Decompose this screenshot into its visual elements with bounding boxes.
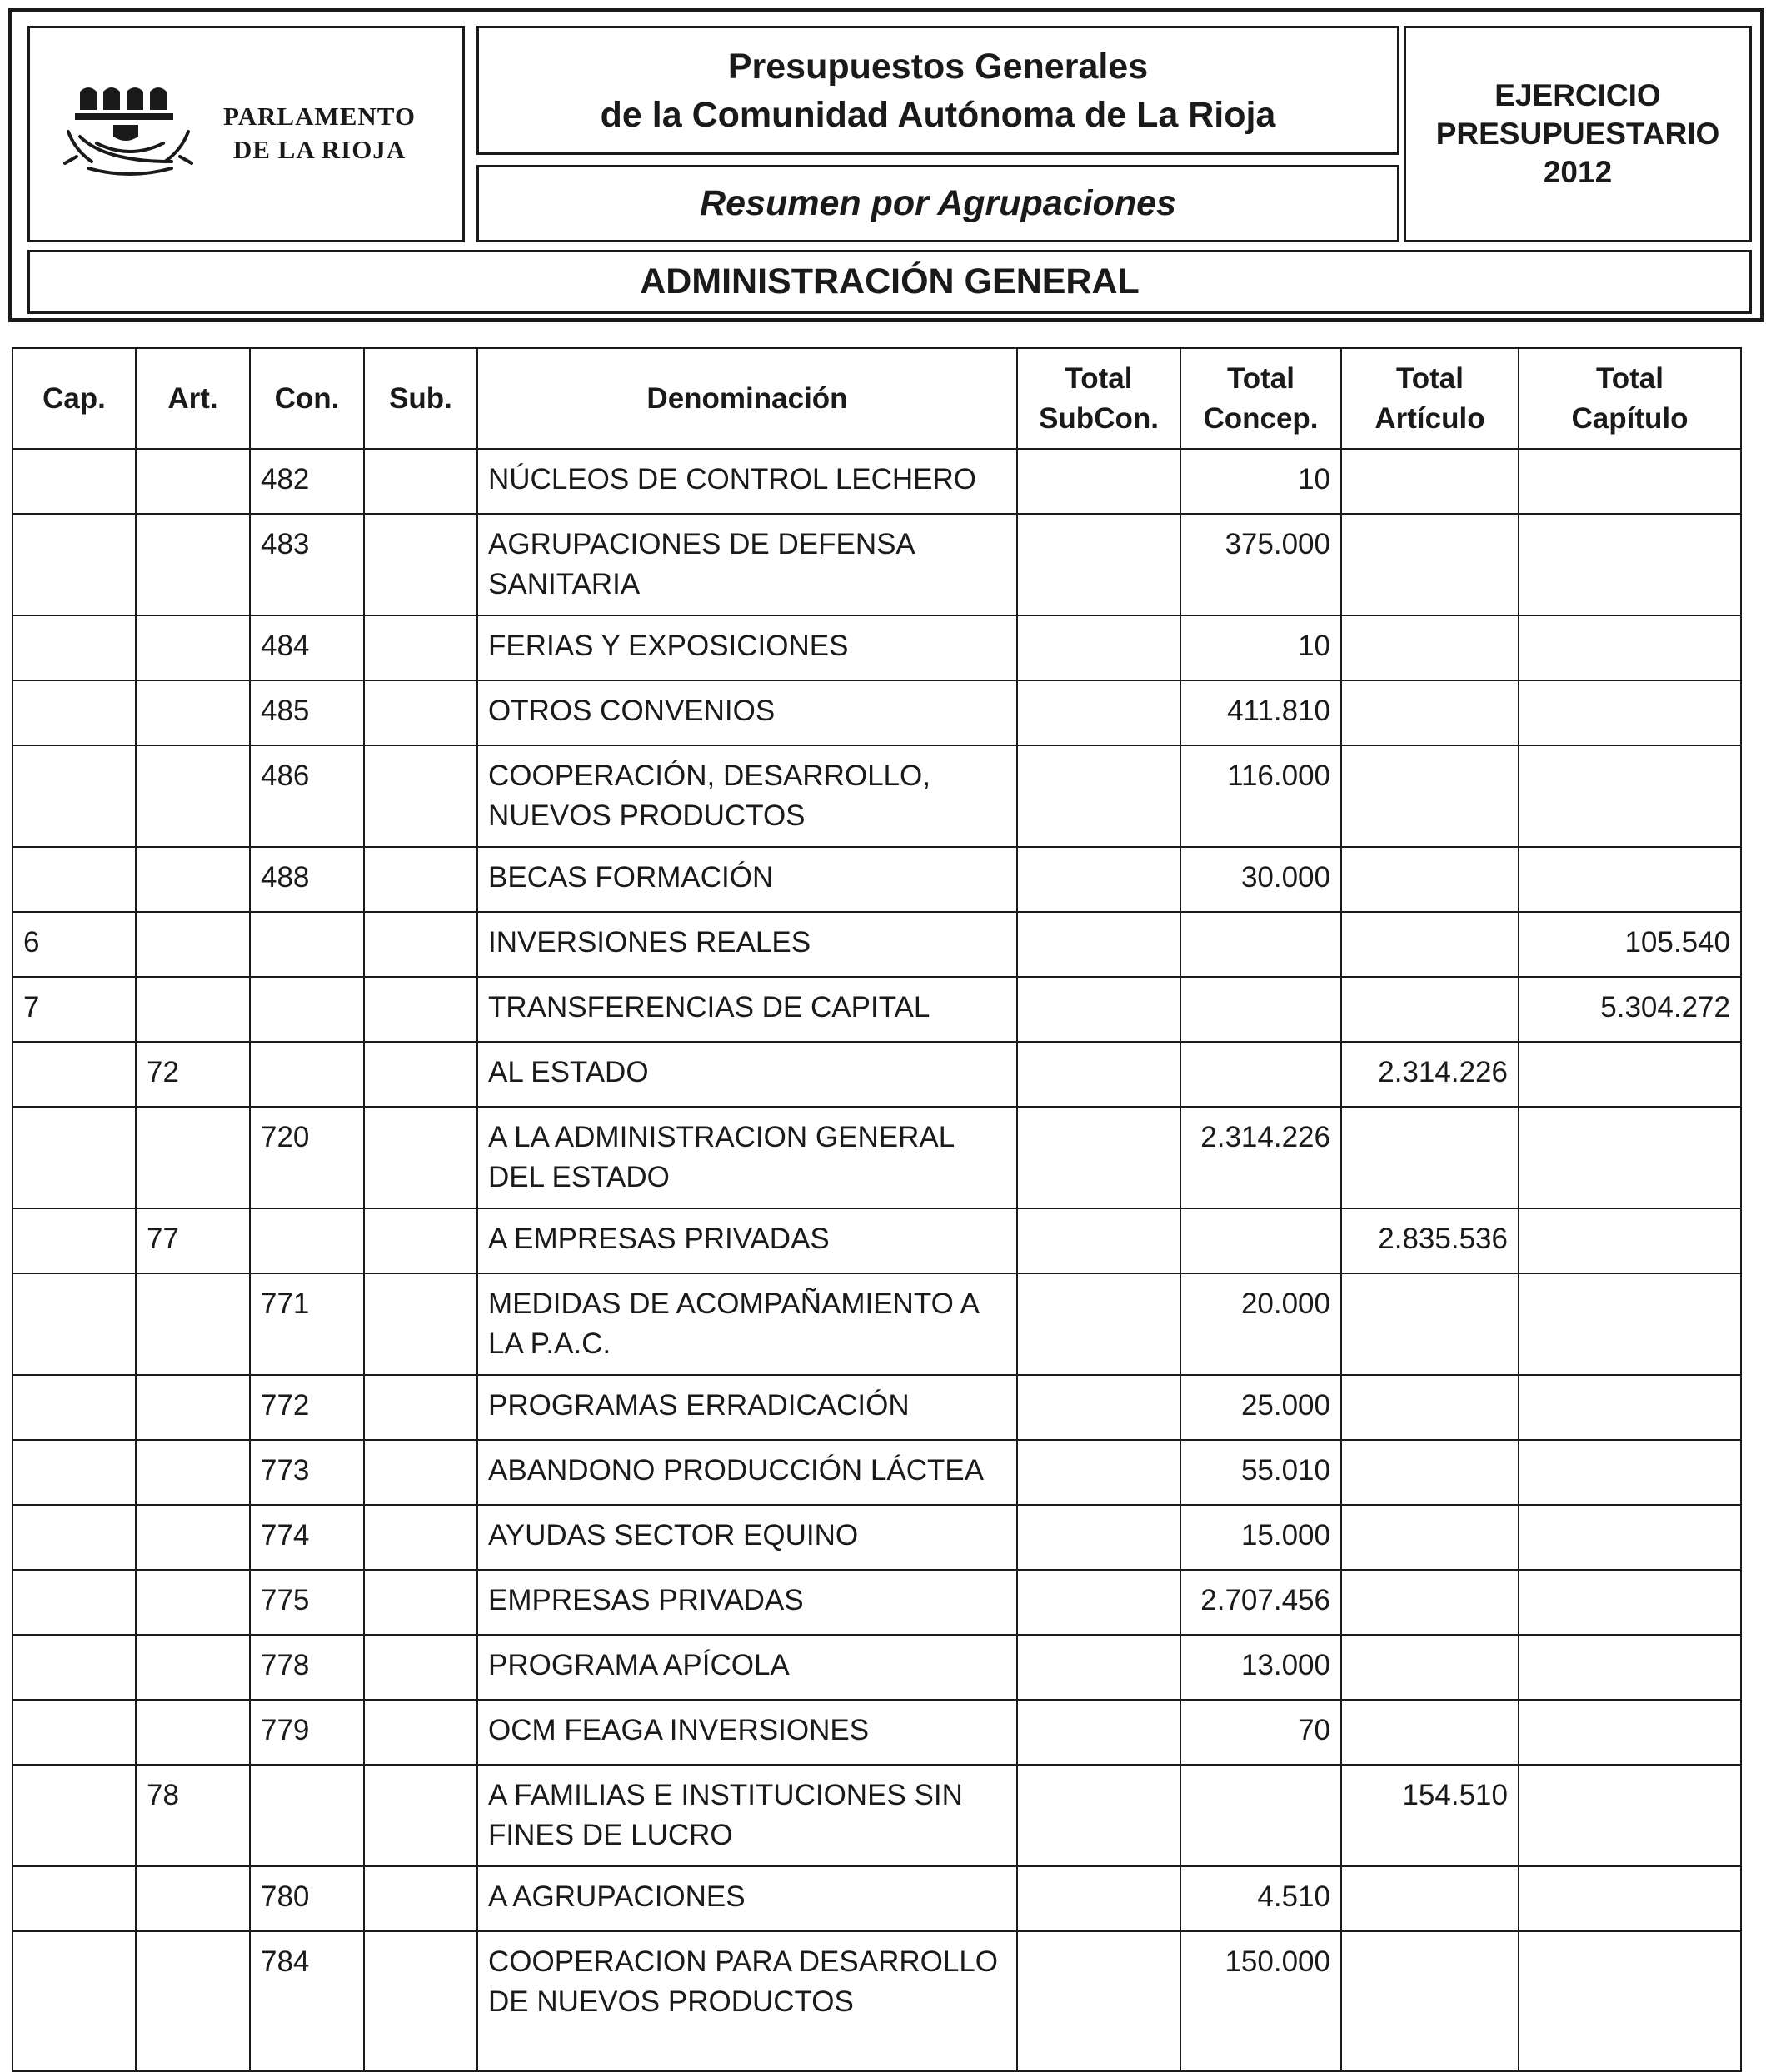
cell-articulo: [1341, 615, 1519, 680]
cell-concep: [1180, 1765, 1341, 1866]
cell-subcon: [1017, 615, 1180, 680]
cell-den: AYUDAS SECTOR EQUINO: [477, 1505, 1017, 1570]
cell-articulo: [1341, 1440, 1519, 1505]
cell-den: TRANSFERENCIAS DE CAPITAL: [477, 977, 1017, 1042]
cell-concep: [1180, 1042, 1341, 1107]
col-art: Art.: [136, 348, 250, 449]
col-con: Con.: [250, 348, 364, 449]
cell-subcon: [1017, 1273, 1180, 1375]
table-row: [12, 449, 1741, 514]
cell-art: [136, 745, 250, 847]
cell-subcon: [1017, 912, 1180, 977]
cell-den: AL ESTADO: [477, 1042, 1017, 1107]
cell-sub: [364, 1765, 477, 1866]
cell-den: FERIAS Y EXPOSICIONES: [477, 615, 1017, 680]
cell-cap: [12, 1440, 136, 1505]
cell-subcon: [1017, 1931, 1180, 2071]
cell-sub: [364, 449, 477, 514]
cell-den: A EMPRESAS PRIVADAS: [477, 1208, 1017, 1273]
cell-articulo: 2.835.536: [1341, 1208, 1519, 1273]
table-row: [12, 1375, 1741, 1440]
cell-subcon: [1017, 1635, 1180, 1700]
cell-sub: [364, 1570, 477, 1635]
cell-concep: 2.707.456: [1180, 1570, 1341, 1635]
col-total-articulo: [1341, 348, 1519, 449]
cell-art: [136, 1700, 250, 1765]
cell-art: [136, 1273, 250, 1375]
cell-subcon: [1017, 1042, 1180, 1107]
cell-subcon: [1017, 680, 1180, 745]
cell-subcon: [1017, 1440, 1180, 1505]
cell-den: A LA ADMINISTRACION GENERAL DEL ESTADO: [477, 1107, 1017, 1208]
cell-articulo: [1341, 449, 1519, 514]
table-row: [12, 1765, 1741, 1866]
cell-cap: [12, 1042, 136, 1107]
cell-articulo: [1341, 514, 1519, 615]
col-total-concep: [1180, 348, 1341, 449]
table-row: [12, 1570, 1741, 1635]
cell-capitulo: [1519, 1570, 1741, 1635]
cell-articulo: [1341, 912, 1519, 977]
cell-cap: [12, 1505, 136, 1570]
cell-sub: [364, 1635, 477, 1700]
cell-sub: [364, 1042, 477, 1107]
cell-art: [136, 847, 250, 912]
cell-con: 482: [250, 449, 364, 514]
cell-con: [250, 977, 364, 1042]
col-total-capitulo-l1: Total: [1595, 361, 1664, 395]
cell-art: [136, 1440, 250, 1505]
cell-articulo: [1341, 1866, 1519, 1931]
cell-art: [136, 449, 250, 514]
cell-subcon: [1017, 1208, 1180, 1273]
logo-text: [223, 100, 416, 167]
col-total-subcon: [1017, 348, 1180, 449]
budget-table: [12, 347, 1742, 2072]
cell-cap: [12, 1375, 136, 1440]
cell-concep: 10: [1180, 449, 1341, 514]
cell-capitulo: [1519, 1208, 1741, 1273]
cell-con: [250, 1208, 364, 1273]
cell-capitulo: [1519, 1375, 1741, 1440]
cell-con: [250, 1042, 364, 1107]
table-row: [12, 514, 1741, 615]
cell-subcon: [1017, 1765, 1180, 1866]
ejercicio-line2: PRESUPUESTARIO: [1435, 117, 1720, 151]
cell-cap: [12, 1700, 136, 1765]
cell-con: 486: [250, 745, 364, 847]
cell-den: OCM FEAGA INVERSIONES: [477, 1700, 1017, 1765]
table-body: [12, 449, 1741, 2071]
cell-con: 780: [250, 1866, 364, 1931]
parliament-logo-icon: [63, 83, 205, 183]
cell-cap: [12, 615, 136, 680]
cell-con: 775: [250, 1570, 364, 1635]
cell-sub: [364, 514, 477, 615]
col-sub: Sub.: [364, 348, 477, 449]
cell-articulo: [1341, 977, 1519, 1042]
cell-con: [250, 912, 364, 977]
cell-cap: 7: [12, 977, 136, 1042]
cell-den: ABANDONO PRODUCCIÓN LÁCTEA: [477, 1440, 1017, 1505]
col-total-capitulo: [1519, 348, 1741, 449]
cell-subcon: [1017, 1866, 1180, 1931]
cell-articulo: [1341, 1931, 1519, 2071]
cell-capitulo: [1519, 1765, 1741, 1866]
cell-art: [136, 1931, 250, 2071]
cell-subcon: [1017, 1700, 1180, 1765]
cell-concep: 4.510: [1180, 1866, 1341, 1931]
cell-concep: 150.000: [1180, 1931, 1341, 2071]
cell-con: 774: [250, 1505, 364, 1570]
cell-sub: [364, 1700, 477, 1765]
cell-capitulo: [1519, 1700, 1741, 1765]
cell-con: 778: [250, 1635, 364, 1700]
cell-cap: [12, 1107, 136, 1208]
cell-art: [136, 977, 250, 1042]
cell-articulo: [1341, 1570, 1519, 1635]
cell-sub: [364, 977, 477, 1042]
cell-articulo: [1341, 1505, 1519, 1570]
cell-sub: [364, 912, 477, 977]
cell-art: [136, 912, 250, 977]
cell-sub: [364, 680, 477, 745]
cell-articulo: [1341, 1273, 1519, 1375]
logo-box: [27, 26, 465, 242]
cell-art: 77: [136, 1208, 250, 1273]
cell-art: [136, 514, 250, 615]
cell-concep: [1180, 1208, 1341, 1273]
cell-art: [136, 1570, 250, 1635]
cell-cap: [12, 1208, 136, 1273]
cell-den: INVERSIONES REALES: [477, 912, 1017, 977]
table-row: [12, 1107, 1741, 1208]
col-total-concep-l2: Concep.: [1203, 401, 1319, 435]
cell-art: [136, 1866, 250, 1931]
cell-capitulo: [1519, 1107, 1741, 1208]
cell-sub: [364, 615, 477, 680]
cell-den: A FAMILIAS E INSTITUCIONES SIN FINES DE LUCRO: [477, 1765, 1017, 1866]
cell-capitulo: [1519, 1042, 1741, 1107]
cell-con: 773: [250, 1440, 364, 1505]
table-row: [12, 1866, 1741, 1931]
cell-articulo: [1341, 1107, 1519, 1208]
cell-den: PROGRAMA APÍCOLA: [477, 1635, 1017, 1700]
col-total-concep-l1: Total: [1226, 361, 1295, 395]
cell-con: 484: [250, 615, 364, 680]
cell-subcon: [1017, 745, 1180, 847]
cell-capitulo: [1519, 615, 1741, 680]
cell-cap: 6: [12, 912, 136, 977]
cell-cap: [12, 745, 136, 847]
cell-articulo: [1341, 745, 1519, 847]
cell-sub: [364, 1866, 477, 1931]
cell-art: [136, 1635, 250, 1700]
cell-concep: [1180, 912, 1341, 977]
cell-capitulo: [1519, 680, 1741, 745]
col-total-subcon-l2: SubCon.: [1039, 401, 1159, 435]
section-title: ADMINISTRACIÓN GENERAL: [27, 250, 1752, 314]
cell-articulo: [1341, 1700, 1519, 1765]
cell-con: 720: [250, 1107, 364, 1208]
cell-capitulo: [1519, 1931, 1741, 2071]
cell-subcon: [1017, 1375, 1180, 1440]
cell-den: PROGRAMAS ERRADICACIÓN: [477, 1375, 1017, 1440]
table-row: [12, 1440, 1741, 1505]
cell-art: 78: [136, 1765, 250, 1866]
cell-concep: 411.810: [1180, 680, 1341, 745]
cell-subcon: [1017, 977, 1180, 1042]
cell-capitulo: [1519, 745, 1741, 847]
cell-con: 772: [250, 1375, 364, 1440]
cell-art: [136, 1375, 250, 1440]
cell-con: 485: [250, 680, 364, 745]
cell-art: [136, 1505, 250, 1570]
table-row: [12, 745, 1741, 847]
title-box: [476, 26, 1399, 155]
cell-con: [250, 1765, 364, 1866]
table-row: [12, 1931, 1741, 2071]
cell-cap: [12, 1273, 136, 1375]
cell-cap: [12, 1570, 136, 1635]
document-header: [8, 8, 1764, 322]
cell-capitulo: [1519, 1505, 1741, 1570]
cell-capitulo: [1519, 1635, 1741, 1700]
cell-concep: 70: [1180, 1700, 1341, 1765]
cell-den: EMPRESAS PRIVADAS: [477, 1570, 1017, 1635]
cell-capitulo: [1519, 449, 1741, 514]
cell-concep: 25.000: [1180, 1375, 1341, 1440]
table-row: [12, 1042, 1741, 1107]
cell-sub: [364, 745, 477, 847]
cell-subcon: [1017, 847, 1180, 912]
table-row: [12, 1273, 1741, 1375]
cell-cap: [12, 680, 136, 745]
table-row: [12, 1505, 1741, 1570]
cell-concep: 10: [1180, 615, 1341, 680]
cell-cap: [12, 1765, 136, 1866]
cell-capitulo: [1519, 1440, 1741, 1505]
cell-cap: [12, 847, 136, 912]
cell-subcon: [1017, 514, 1180, 615]
cell-cap: [12, 449, 136, 514]
cell-art: [136, 615, 250, 680]
cell-sub: [364, 1208, 477, 1273]
cell-articulo: [1341, 1635, 1519, 1700]
cell-capitulo: [1519, 1866, 1741, 1931]
cell-concep: 2.314.226: [1180, 1107, 1341, 1208]
col-denominacion: Denominación: [477, 348, 1017, 449]
cell-concep: 375.000: [1180, 514, 1341, 615]
cell-den: BECAS FORMACIÓN: [477, 847, 1017, 912]
title-line1: Presupuestos Generales: [727, 46, 1149, 87]
table-row: [12, 615, 1741, 680]
cell-sub: [364, 1107, 477, 1208]
cell-concep: [1180, 977, 1341, 1042]
col-total-articulo-l1: Total: [1395, 361, 1464, 395]
cell-den: MEDIDAS DE ACOMPAÑAMIENTO A LA P.A.C.: [477, 1273, 1017, 1375]
cell-articulo: [1341, 847, 1519, 912]
cell-con: 771: [250, 1273, 364, 1375]
ejercicio-year: 2012: [1543, 155, 1613, 189]
cell-concep: 15.000: [1180, 1505, 1341, 1570]
cell-sub: [364, 1273, 477, 1375]
cell-den: NÚCLEOS DE CONTROL LECHERO: [477, 449, 1017, 514]
table-row: [12, 847, 1741, 912]
cell-capitulo: 105.540: [1519, 912, 1741, 977]
cell-cap: [12, 1931, 136, 2071]
ejercicio-box: [1404, 26, 1752, 242]
table-row: [12, 1208, 1741, 1273]
cell-capitulo: [1519, 514, 1741, 615]
cell-sub: [364, 1931, 477, 2071]
cell-subcon: [1017, 449, 1180, 514]
cell-den: COOPERACIÓN, DESARROLLO, NUEVOS PRODUCTOS: [477, 745, 1017, 847]
cell-subcon: [1017, 1570, 1180, 1635]
cell-articulo: 154.510: [1341, 1765, 1519, 1866]
cell-concep: 13.000: [1180, 1635, 1341, 1700]
cell-articulo: 2.314.226: [1341, 1042, 1519, 1107]
ejercicio-line1: EJERCICIO: [1494, 78, 1661, 112]
cell-capitulo: [1519, 847, 1741, 912]
cell-articulo: [1341, 1375, 1519, 1440]
cell-concep: 30.000: [1180, 847, 1341, 912]
cell-con: 784: [250, 1931, 364, 2071]
cell-capitulo: [1519, 1273, 1741, 1375]
title-line2: de la Comunidad Autónoma de La Rioja: [600, 94, 1276, 135]
cell-sub: [364, 1375, 477, 1440]
table-row: [12, 912, 1741, 977]
subtitle: Resumen por Agrupaciones: [476, 165, 1399, 242]
col-total-articulo-l2: Artículo: [1374, 401, 1485, 435]
cell-articulo: [1341, 680, 1519, 745]
cell-concep: 20.000: [1180, 1273, 1341, 1375]
cell-con: 488: [250, 847, 364, 912]
cell-den: A AGRUPACIONES: [477, 1866, 1017, 1931]
table-row: [12, 1700, 1741, 1765]
col-total-capitulo-l2: Capítulo: [1571, 401, 1689, 435]
cell-subcon: [1017, 1505, 1180, 1570]
cell-concep: 116.000: [1180, 745, 1341, 847]
logo-line1: PARLAMENTO: [223, 102, 417, 131]
logo-line2: DE LA RIOJA: [232, 135, 407, 164]
cell-den: AGRUPACIONES DE DEFENSA SANITARIA: [477, 514, 1017, 615]
cell-cap: [12, 1866, 136, 1931]
cell-capitulo: 5.304.272: [1519, 977, 1741, 1042]
cell-art: 72: [136, 1042, 250, 1107]
cell-con: 483: [250, 514, 364, 615]
cell-den: OTROS CONVENIOS: [477, 680, 1017, 745]
cell-den: COOPERACION PARA DESARROLLO DE NUEVOS PRODUCTOS: [477, 1931, 1017, 2071]
cell-cap: [12, 1635, 136, 1700]
cell-sub: [364, 847, 477, 912]
col-cap: Cap.: [12, 348, 136, 449]
cell-art: [136, 1107, 250, 1208]
cell-concep: 55.010: [1180, 1440, 1341, 1505]
cell-sub: [364, 1440, 477, 1505]
table-row: [12, 680, 1741, 745]
cell-con: 779: [250, 1700, 364, 1765]
cell-sub: [364, 1505, 477, 1570]
table-header-row: [12, 348, 1741, 449]
cell-cap: [12, 514, 136, 615]
cell-art: [136, 680, 250, 745]
table-row: [12, 1635, 1741, 1700]
table-row: [12, 977, 1741, 1042]
cell-subcon: [1017, 1107, 1180, 1208]
col-total-subcon-l1: Total: [1065, 361, 1133, 395]
